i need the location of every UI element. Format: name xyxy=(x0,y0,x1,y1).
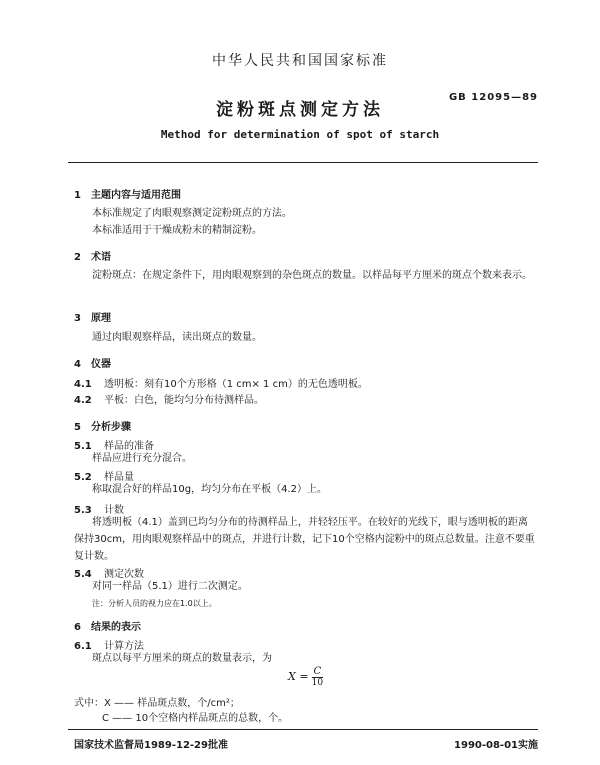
section-2-heading: 2 术语 xyxy=(74,252,111,263)
clause-4-2 xyxy=(74,391,264,406)
effective-date: 1990-08-01实施 xyxy=(454,740,538,751)
section-3-heading: 3 原理 xyxy=(74,313,111,324)
clause-4-1 xyxy=(74,375,368,390)
formula xyxy=(288,666,323,688)
section-3-paragraph: 通过肉眼观察样品，读出斑点的数量。 xyxy=(92,332,262,343)
clause-5-4-note: 注：分析人员的视力应在1.0以上。 xyxy=(92,599,217,608)
clause-4-1-number: 4.1 xyxy=(74,379,92,390)
clause-6-1-title: 计算方法 xyxy=(104,641,144,652)
approval-date: 国家技术监督局1989-12-29批准 xyxy=(74,740,228,751)
section-5-heading: 5 分析步骤 xyxy=(74,422,131,433)
footer-divider xyxy=(68,729,538,730)
clause-5-2-text: 称取混合好的样品10g，均匀分布在平板（4.2）上。 xyxy=(92,484,327,495)
clause-5-4-text: 对同一样品（5.1）进行二次测定。 xyxy=(92,581,248,592)
standard-code: GB 12095—89 xyxy=(448,92,538,103)
section-1-heading: 1 主题内容与适用范围 xyxy=(74,190,181,201)
clause-5-4-number: 5.4 xyxy=(74,569,92,580)
clause-5-3-title: 计数 xyxy=(104,505,124,516)
clause-5-3-text: 将透明板（4.1）盖到已均匀分布的待测样品上，并轻轻压平。在较好的光线下，眼与透明板的距离保持30cm，用肉眼观察样品中的斑点，并进行计数，记下10个空格内淀粉中的斑点总数量。注意不要重复计数。 xyxy=(74,517,535,562)
clause-4-2-text: 平板：白色，能均匀分布待测样品。 xyxy=(104,395,264,406)
clause-6-1-text: 斑点以每平方厘米的斑点的数量表示，为 xyxy=(92,653,272,664)
formula-fraction xyxy=(312,666,324,688)
formula-where-1: 式中：X —— 样品斑点数，个/cm²； xyxy=(74,698,240,709)
english-title: Method for determination of spot of starch xyxy=(160,128,440,141)
section-2-paragraph: 淀粉斑点：在规定条件下，用肉眼观察到的杂色斑点的数量。以样品每平方厘米的斑点个数来表示。 xyxy=(92,270,532,281)
section-1-paragraph-2: 本标准适用于干燥成粉末的精制淀粉。 xyxy=(92,225,262,236)
section-1-paragraph-1: 本标准规定了肉眼观察测定淀粉斑点的方法。 xyxy=(92,208,292,219)
clause-5-1-text: 样品应进行充分混合。 xyxy=(92,453,192,464)
clause-5-1-title: 样品的准备 xyxy=(104,441,154,452)
section-4-heading: 4 仪器 xyxy=(74,359,111,370)
standard-title: 中华人民共和国国家标准 xyxy=(212,53,388,69)
clause-5-4-title: 测定次数 xyxy=(104,569,144,580)
document-title: 淀粉斑点测定方法 xyxy=(216,100,384,120)
formula-where-2: C —— 10个空格内样品斑点的总数，个。 xyxy=(102,713,289,724)
section-6-heading: 6 结果的表示 xyxy=(74,622,141,633)
clause-4-2-number: 4.2 xyxy=(74,395,92,406)
clause-5-3-number: 5.3 xyxy=(74,505,92,516)
formula-lhs: X = xyxy=(288,670,309,683)
clause-4-1-text: 透明板：刻有10个方形格（1 cm× 1 cm）的无色透明板。 xyxy=(104,379,368,390)
formula-denominator: 10 xyxy=(311,678,324,688)
header-divider xyxy=(68,162,538,163)
formula-numerator: C xyxy=(313,666,322,677)
clause-5-1-number: 5.1 xyxy=(74,441,92,452)
clause-6-1-number: 6.1 xyxy=(74,641,92,652)
clause-5-2-title: 样品量 xyxy=(104,472,134,483)
clause-5-2-number: 5.2 xyxy=(74,472,92,483)
